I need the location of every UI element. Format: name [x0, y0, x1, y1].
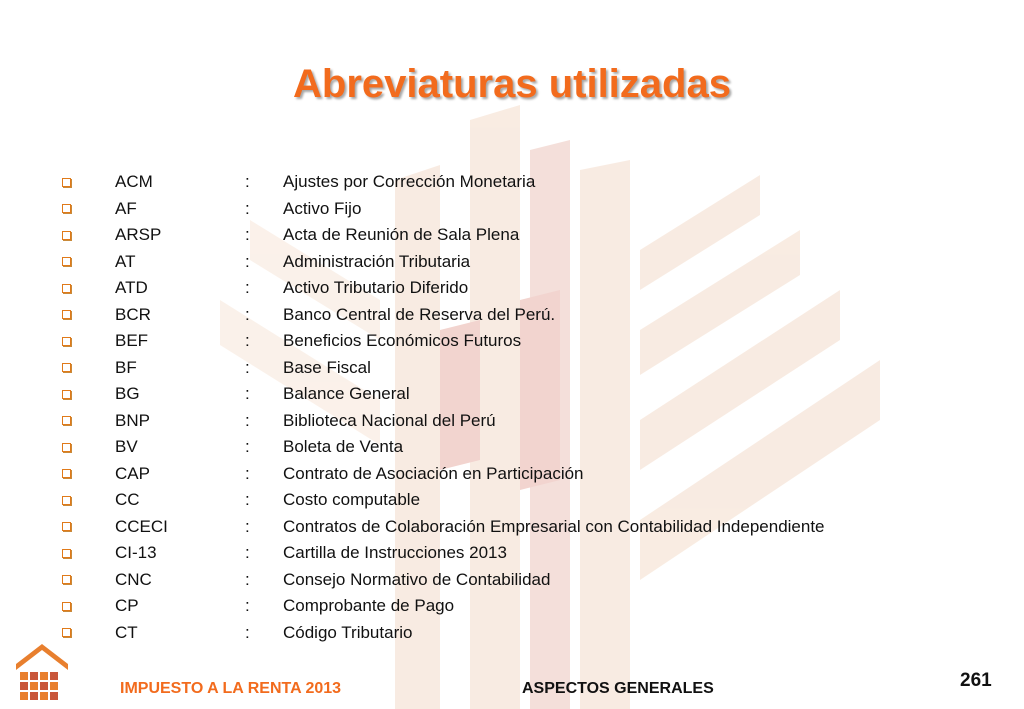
footer-course-title: IMPUESTO A LA RENTA 2013: [120, 680, 342, 697]
separator: :: [245, 543, 250, 563]
separator: :: [245, 357, 250, 377]
definition: Código Tributario: [283, 622, 413, 642]
list-item: [62, 540, 825, 567]
separator: :: [245, 304, 250, 324]
hollow-square-bullet-icon: [62, 310, 71, 319]
separator: :: [245, 490, 250, 510]
hollow-square-bullet-icon: [62, 575, 71, 584]
abbreviation: BV: [115, 437, 138, 457]
definition: Contrato de Asociación en Participación: [283, 463, 584, 483]
abbreviation: CCECI: [115, 516, 168, 536]
hollow-square-bullet-icon: [62, 363, 71, 372]
abbreviation: BF: [115, 357, 137, 377]
separator: :: [245, 251, 250, 271]
separator: :: [245, 569, 250, 589]
hollow-square-bullet-icon: [62, 390, 71, 399]
list-item: [62, 567, 825, 594]
separator: :: [245, 410, 250, 430]
definition: Balance General: [283, 384, 410, 404]
definition: Costo computable: [283, 490, 421, 510]
abbreviation-list: [62, 169, 825, 646]
abbreviation: ATD: [115, 278, 148, 298]
definition: Banco Central de Reserva del Perú.: [283, 304, 556, 324]
definition: Contratos de Colaboración Empresarial con Contabilidad Independiente: [283, 516, 825, 536]
definition: Boleta de Venta: [283, 437, 404, 457]
abbreviation: BEF: [115, 331, 149, 351]
list-item: [62, 355, 825, 382]
definition: Base Fiscal: [283, 357, 371, 377]
abbreviation: ACM: [115, 172, 153, 192]
definition: Ajustes por Corrección Monetaria: [283, 172, 536, 192]
page-number: 261: [960, 670, 992, 691]
hollow-square-bullet-icon: [62, 178, 71, 187]
separator: :: [245, 516, 250, 536]
hollow-square-bullet-icon: [62, 443, 71, 452]
list-item: [62, 381, 825, 408]
list-item: [62, 434, 825, 461]
list-item: [62, 620, 825, 647]
list-item: [62, 461, 825, 488]
abbreviation: CT: [115, 622, 138, 642]
separator: :: [245, 622, 250, 642]
separator: :: [245, 596, 250, 616]
hollow-square-bullet-icon: [62, 628, 71, 637]
definition: Cartilla de Instrucciones 2013: [283, 543, 507, 563]
list-item: [62, 302, 825, 329]
hollow-square-bullet-icon: [62, 522, 71, 531]
hollow-square-bullet-icon: [62, 257, 71, 266]
separator: :: [245, 331, 250, 351]
hollow-square-bullet-icon: [62, 469, 71, 478]
separator: :: [245, 463, 250, 483]
page-title: Abreviaturas utilizadas: [293, 62, 731, 106]
list-item: [62, 169, 825, 196]
abbreviation: CC: [115, 490, 140, 510]
list-item: [62, 487, 825, 514]
separator: :: [245, 225, 250, 245]
hollow-square-bullet-icon: [62, 549, 71, 558]
abbreviation: CAP: [115, 463, 150, 483]
definition: Administración Tributaria: [283, 251, 471, 271]
list-item: [62, 222, 825, 249]
list-item: [62, 328, 825, 355]
abbreviation: CP: [115, 596, 139, 616]
hollow-square-bullet-icon: [62, 204, 71, 213]
list-item: [62, 408, 825, 435]
list-item: [62, 593, 825, 620]
hollow-square-bullet-icon: [62, 496, 71, 505]
abbreviation: BNP: [115, 410, 150, 430]
building-logo-icon: [14, 642, 70, 702]
hollow-square-bullet-icon: [62, 602, 71, 611]
list-item: [62, 514, 825, 541]
hollow-square-bullet-icon: [62, 284, 71, 293]
hollow-square-bullet-icon: [62, 337, 71, 346]
definition: Biblioteca Nacional del Perú: [283, 410, 496, 430]
list-item: [62, 275, 825, 302]
abbreviation: AF: [115, 198, 137, 218]
definition: Beneficios Económicos Futuros: [283, 331, 522, 351]
definition: Acta de Reunión de Sala Plena: [283, 225, 520, 245]
footer-section-title: ASPECTOS GENERALES: [522, 680, 714, 697]
separator: :: [245, 278, 250, 298]
abbreviation: AT: [115, 251, 136, 271]
definition: Activo Fijo: [283, 198, 362, 218]
separator: :: [245, 384, 250, 404]
abbreviation: CI-13: [115, 543, 157, 563]
separator: :: [245, 172, 250, 192]
definition: Activo Tributario Diferido: [283, 278, 469, 298]
abbreviation: BG: [115, 384, 140, 404]
abbreviation: ARSP: [115, 225, 162, 245]
list-item: [62, 249, 825, 276]
abbreviation: CNC: [115, 569, 152, 589]
separator: :: [245, 198, 250, 218]
hollow-square-bullet-icon: [62, 416, 71, 425]
hollow-square-bullet-icon: [62, 231, 71, 240]
abbreviation: BCR: [115, 304, 151, 324]
separator: :: [245, 437, 250, 457]
definition: Comprobante de Pago: [283, 596, 455, 616]
definition: Consejo Normativo de Contabilidad: [283, 569, 551, 589]
list-item: [62, 196, 825, 223]
